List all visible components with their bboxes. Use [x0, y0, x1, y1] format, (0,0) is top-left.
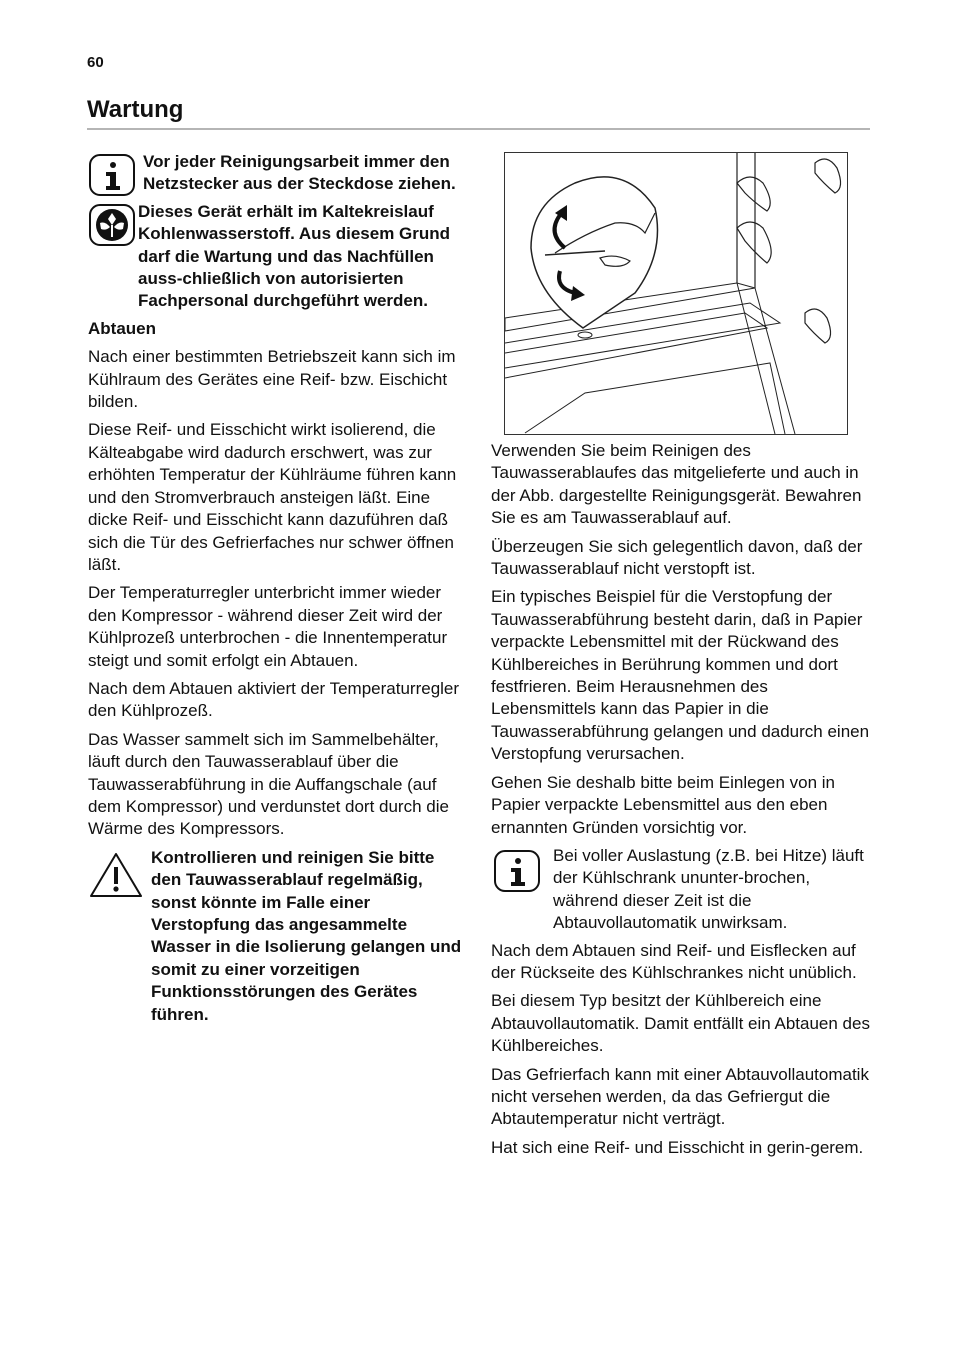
paragraph: Das Gefrierfach kann mit einer Abtauvollautomatik nicht versehen werden, da das Gefriergut die Abtautemperatur nicht verträgt.	[491, 1064, 869, 1129]
warning-note-text: Kontrollieren und reinigen Sie bitte den Tauwasserablauf regelmäßig, sonst könnte im Falle einer Verstopfung das angesammelte Wasser in die Isolierung gelangen und somit zu einer vorzeitigen Funktionsstörungen des Gerätes führen.	[151, 847, 462, 1024]
paragraph: Nach einer bestimmten Betriebszeit kann sich im Kühlraum des Gerätes eine Reif- bzw. Eischicht bilden.	[88, 347, 456, 412]
section-heading-abtauen: Abtauen	[88, 318, 156, 338]
paragraph: Der Temperaturregler unterbricht immer wieder den Kompressor - während dieser Zeit wird der Kühlprozeß unterbrochen - die Innentemperatur steigt und somit erfolgt ein Abtauen.	[88, 583, 448, 670]
info-note-text: Vor jeder Reinigungsarbeit immer den Netzstecker aus der Steckdose ziehen.	[143, 152, 456, 194]
left-column	[88, 151, 466, 1031]
info-note-text: Bei voller Auslastung (z.B. bei Hitze) läuft der Kühlschrank ununter-brochen, während dieser Zeit ist die Abtauvollautomatik unwirksam.	[553, 845, 864, 933]
warning-note	[88, 847, 466, 1026]
paragraph: Ein typisches Beispiel für die Verstopfung der Tauwasserabführung besteht darin, daß in Papier verpackte Lebensmittel mit der Rückwand des Kühlbereiches in Berührung kommen und dort festfrieren. Beim Herausnehmen des Lebensmittels kann das Papier in die Tauwasserabführung gelangen und dadurch einen Verstopfung verursachen.	[491, 587, 870, 764]
paragraph: Gehen Sie deshalb bitte beim Einlegen von in Papier verpackte Lebensmittel aus den eben ernannten Gründen vorsichtig vor.	[491, 772, 836, 837]
info-icon	[88, 153, 136, 203]
paragraph: Nach dem Abtauen aktiviert der Temperaturregler den Kühlprozeß.	[88, 678, 460, 721]
right-column	[491, 440, 873, 1165]
warning-icon	[88, 851, 144, 905]
environment-icon	[88, 203, 136, 253]
page-title: Wartung	[87, 96, 184, 123]
title-divider	[87, 128, 870, 130]
paragraph: Hat sich eine Reif- und Eisschicht in gerin-gerem.	[491, 1137, 864, 1157]
environment-note	[88, 201, 466, 313]
page-number: 60	[87, 54, 104, 71]
paragraph: Diese Reif- und Eisschicht wirkt isolierend, die Kälteabgabe wird dadurch erschwert, was zur erhöhten Temperatur der Kühlräume führen kann und den Stromverbrauch ansteigen läßt. Eine dicke Reif- und Eisschicht kann dazuführen daß sich die Tür des Gefrierfaches nur schwer öffnen läßt.	[88, 420, 457, 574]
illustration-drain-cleaning	[504, 152, 848, 435]
info-note-unplug	[88, 151, 466, 196]
info-note-full-load	[491, 845, 873, 935]
paragraph: Nach dem Abtauen sind Reif- und Eisflecken auf der Rückseite des Kühlschrankes nicht unüblich.	[491, 940, 857, 982]
paragraph: Bei diesem Typ besitzt der Kühlbereich eine Abtauvollautomatik. Damit entfällt ein Abtauen des Kühlbereiches.	[491, 991, 870, 1056]
environment-note-text: Dieses Gerät erhält im Kaltekreislauf Kohlenwasserstoff. Aus diesem Grund darf die Wartung und das Nachfüllen auss-chließlich von autorisierten Fachpersonal durchgeführt werden.	[138, 201, 451, 311]
paragraph: Verwenden Sie beim Reinigen des Tauwasserablaufes das mitgelieferte und auch in der Abb. dargestellte Reinigungsgerät. Bewahren Sie es am Tauwasserablauf auf.	[491, 441, 862, 528]
paragraph: Überzeugen Sie sich gelegentlich davon, daß der Tauwasserablauf nicht verstopft ist.	[491, 536, 863, 579]
paragraph: Das Wasser sammelt sich im Sammelbehälter, läuft durch den Tauwasserablauf über die Tauwasserabführung in die Auffangschale (auf dem Kompressor) und verdunstet dort durch die Wärme des Kompressors.	[88, 729, 449, 839]
info-icon	[493, 849, 541, 899]
